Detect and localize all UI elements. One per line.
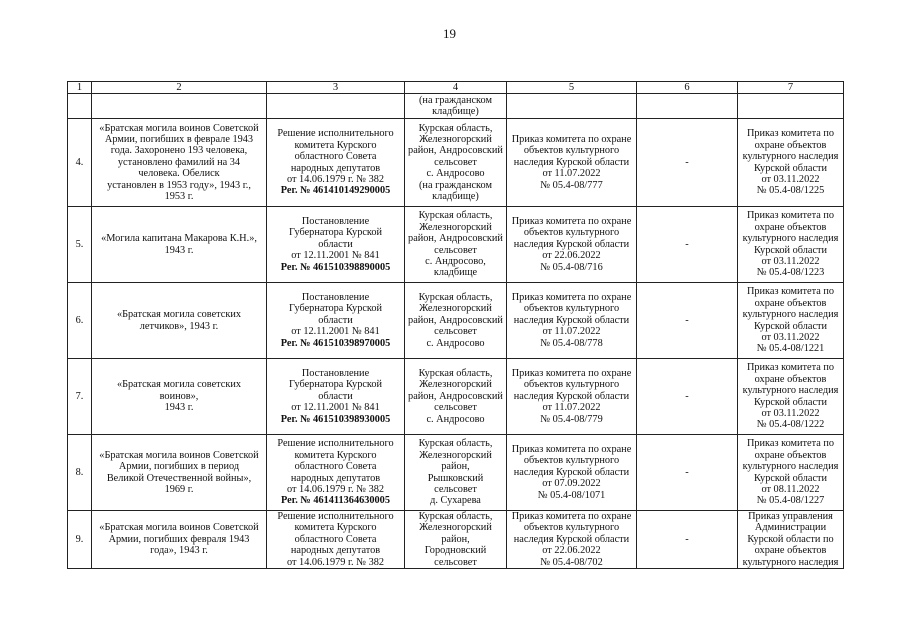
- text-line: объектов культурного: [523, 522, 620, 534]
- cell-order: [507, 207, 637, 283]
- registration-number: Рег. № 461510398890005: [280, 261, 391, 273]
- text-line: культурного наследия: [742, 309, 839, 321]
- text-line: № 05.4-08/1225: [756, 185, 825, 197]
- text-line: области: [318, 314, 353, 326]
- cell-col7: [738, 207, 844, 283]
- text-line: Приказ комитета по охране: [511, 367, 632, 379]
- text-line: народных депутатов: [290, 472, 381, 484]
- text-line: «Братская могила советских: [116, 309, 242, 321]
- text-line: народных депутатов: [290, 162, 381, 174]
- cell-location: [405, 283, 507, 359]
- text-line: Курской области: [753, 472, 828, 484]
- text-line: культурного наследия: [742, 151, 839, 163]
- cell-location: [405, 435, 507, 511]
- cell-name: [92, 511, 267, 569]
- text-line: Курская область,: [418, 367, 493, 379]
- text-line: «Братская могила советских: [116, 379, 242, 391]
- text-line: комитета Курского: [294, 522, 377, 534]
- text-line: № 05.4-08/779: [540, 413, 603, 425]
- cell-col6: -: [637, 435, 738, 511]
- text-line: Курской области: [753, 320, 828, 332]
- text-line: от 22.06.2022: [542, 250, 601, 262]
- text-line: с. Андросово,: [425, 255, 486, 267]
- text-line: район, Андросовский: [408, 314, 503, 326]
- text-line: от 03.11.2022: [761, 407, 820, 419]
- text-line: Курской области: [753, 396, 828, 408]
- text-line: от 12.11.2001 № 841: [291, 402, 380, 414]
- text-line: Постановление: [301, 367, 370, 379]
- column-number-row: [68, 82, 844, 94]
- table-row: [68, 435, 844, 511]
- text-line: сельсовет: [434, 326, 477, 338]
- text-line: «Братская могила воинов Советской: [99, 449, 259, 461]
- text-line: от 03.11.2022: [761, 173, 820, 185]
- text-line: кладбище): [432, 106, 479, 117]
- text-line: охране объектов: [754, 373, 827, 385]
- text-line: Администрации: [754, 522, 827, 534]
- cell-name: [92, 435, 267, 511]
- text-line: охране объектов: [754, 545, 827, 557]
- text-line: № 05.4-08/1222: [756, 419, 825, 431]
- cell-col7: [738, 359, 844, 435]
- text-line: установлено фамилий на 34: [117, 156, 241, 168]
- text-line: объектов культурного: [523, 145, 620, 157]
- continuation-row: [68, 94, 844, 119]
- text-line: культурного наследия: [742, 461, 839, 473]
- text-line: культурного наследия: [742, 233, 839, 245]
- column-number: 1: [68, 82, 92, 94]
- text-line: от 12.11.2001 № 841: [291, 326, 380, 338]
- text-line: летчиков», 1943 г.: [139, 320, 219, 332]
- text-line: от 14.06.1979 г. № 382: [286, 483, 385, 495]
- cell-location: [405, 119, 507, 207]
- text-line: охране объектов: [754, 449, 827, 461]
- text-line: сельсовет: [434, 402, 477, 414]
- text-line: «Братская могила воинов Советской: [99, 122, 259, 134]
- text-line: № 05.4-08/702: [540, 556, 603, 568]
- text-line: Губернатора Курской: [288, 303, 383, 315]
- text-line: сельсовет: [434, 156, 477, 168]
- cell-num: [68, 94, 92, 119]
- text-line: области: [318, 390, 353, 402]
- text-line: Приказ комитета по: [746, 128, 835, 140]
- cell-num: 5.: [68, 207, 92, 283]
- text-line: Армии, погибших в период: [118, 461, 240, 473]
- text-line: Курская область,: [418, 122, 493, 134]
- text-line: культурного наследия: [742, 385, 839, 397]
- text-line: Железногорский: [419, 221, 492, 233]
- text-line: народных депутатов: [290, 545, 381, 557]
- text-line: от 22.06.2022: [542, 545, 601, 557]
- cell-col6: -: [637, 511, 738, 569]
- table-row: [68, 359, 844, 435]
- cell-col7: [738, 119, 844, 207]
- text-line: № 05.4-08/778: [540, 337, 603, 349]
- cell-document: [267, 435, 405, 511]
- table-row: [68, 511, 844, 569]
- text-line: Приказ комитета по охране: [511, 133, 632, 145]
- text-line: сельсовет: [434, 244, 477, 256]
- text-line: с. Андросово: [426, 168, 485, 180]
- cell-name: [92, 119, 267, 207]
- text-line: Железногорский: [419, 449, 492, 461]
- cell-col6: -: [637, 283, 738, 359]
- column-number: 6: [637, 82, 738, 94]
- text-line: объектов культурного: [523, 455, 620, 467]
- text-line: Постановление: [301, 291, 370, 303]
- text-line: д. Сухарева: [430, 495, 481, 507]
- text-line: (на гражданском: [419, 179, 492, 191]
- cell-order: [507, 359, 637, 435]
- text-line: район, Андросовский: [408, 145, 503, 157]
- text-line: Приказ комитета по охране: [511, 443, 632, 455]
- text-line: наследия Курской области: [513, 466, 630, 478]
- text-line: кладбище): [432, 191, 479, 203]
- cell-location: [405, 511, 507, 569]
- text-line: Приказ комитета по: [746, 362, 835, 374]
- table-row: [68, 207, 844, 283]
- text-line: Курской области: [753, 162, 828, 174]
- text-line: объектов культурного: [523, 227, 620, 239]
- text-line: район,: [441, 461, 470, 473]
- column-number: 3: [267, 82, 405, 94]
- cell-order: [507, 435, 637, 511]
- cell-num: 7.: [68, 359, 92, 435]
- cell-location: [405, 359, 507, 435]
- text-line: Решение исполнительного: [277, 438, 394, 450]
- text-line: 1943 г.: [164, 402, 194, 414]
- text-line: Железногорский: [419, 303, 492, 315]
- cell-document: [267, 94, 405, 119]
- text-line: № 05.4-08/716: [540, 261, 603, 273]
- text-line: Армии, погибших февраля 1943: [108, 533, 250, 545]
- text-line: Постановление: [301, 215, 370, 227]
- text-line: Приказ комитета по: [746, 438, 835, 450]
- cell-order: [507, 511, 637, 569]
- text-line: установлен в 1953 году», 1943 г.,: [107, 179, 251, 191]
- text-line: № 05.4-08/1071: [537, 489, 606, 501]
- table-row: [68, 119, 844, 207]
- text-line: с. Андросово: [426, 413, 485, 425]
- text-line: район, Андросовский: [408, 233, 503, 245]
- text-line: от 03.11.2022: [761, 331, 820, 343]
- text-line: «Могила капитана Макарова К.Н.»,: [101, 233, 257, 245]
- text-line: наследия Курской области: [513, 533, 630, 545]
- text-line: Решение исполнительного: [277, 128, 394, 140]
- text-line: областного Совета: [294, 533, 377, 545]
- cell-order: [507, 119, 637, 207]
- text-line: Приказ комитета по охране: [511, 511, 632, 522]
- text-line: сельсовет: [434, 483, 477, 495]
- text-line: № 05.4-08/777: [540, 179, 603, 191]
- text-line: Железногорский: [419, 133, 492, 145]
- text-line: Великой Отечественной войны»,: [106, 472, 252, 484]
- cell-num: 8.: [68, 435, 92, 511]
- text-line: наследия Курской области: [513, 390, 630, 402]
- cell-col6: -: [637, 359, 738, 435]
- cell-col7: [738, 435, 844, 511]
- cell-num: 6.: [68, 283, 92, 359]
- text-line: объектов культурного: [523, 303, 620, 315]
- text-line: года», 1943 г.: [150, 545, 208, 557]
- text-line: Курская область,: [418, 210, 493, 222]
- text-line: № 05.4-08/1223: [756, 267, 825, 279]
- text-line: наследия Курской области: [513, 238, 630, 250]
- text-line: Курская область,: [418, 291, 493, 303]
- cell-col6: [637, 94, 738, 119]
- cell-document: [267, 207, 405, 283]
- text-line: охране объектов: [754, 139, 827, 151]
- text-line: 1969 г.: [164, 483, 194, 495]
- text-line: наследия Курской области: [513, 314, 630, 326]
- text-line: от 14.06.1979 г. № 382: [286, 556, 385, 568]
- table-row: [68, 283, 844, 359]
- text-line: Городновский: [424, 545, 487, 557]
- cell-location: [405, 94, 507, 119]
- table-body: [68, 119, 844, 569]
- cell-num: 4.: [68, 119, 92, 207]
- text-line: Приказ комитета по охране: [511, 291, 632, 303]
- text-line: 1943 г.: [164, 244, 194, 256]
- registration-number: Рег. № 461410149290005: [280, 185, 391, 197]
- text-line: Приказ управления: [748, 511, 833, 522]
- text-line: Приказ комитета по: [746, 210, 835, 222]
- column-number: 4: [405, 82, 507, 94]
- text-line: культурного наследия: [742, 556, 839, 568]
- text-line: от 11.07.2022: [542, 326, 601, 338]
- text-line: от 07.09.2022: [542, 478, 601, 490]
- text-line: Приказ комитета по охране: [511, 215, 632, 227]
- text-line: комитета Курского: [294, 449, 377, 461]
- text-line: Курской области: [753, 244, 828, 256]
- cell-name: [92, 283, 267, 359]
- text-line: объектов культурного: [523, 379, 620, 391]
- column-number: 7: [738, 82, 844, 94]
- cell-document: [267, 283, 405, 359]
- text-line: Курской области по: [747, 533, 834, 545]
- cell-location: [405, 207, 507, 283]
- cell-document: [267, 119, 405, 207]
- text-line: (на гражданском: [419, 94, 492, 106]
- text-line: охране объектов: [754, 297, 827, 309]
- registration-number: Рег. № 461411364630005: [281, 495, 390, 507]
- text-line: области: [318, 238, 353, 250]
- column-number: 5: [507, 82, 637, 94]
- text-line: Железногорский: [419, 522, 492, 534]
- text-line: № 05.4-08/1221: [756, 343, 825, 355]
- heritage-register-table: [67, 81, 844, 569]
- text-line: от 14.06.1979 г. № 382: [286, 173, 385, 185]
- text-line: район,: [441, 533, 470, 545]
- cell-col7: [738, 511, 844, 569]
- cell-num: 9.: [68, 511, 92, 569]
- text-line: Железногорский: [419, 379, 492, 391]
- cell-order: [507, 94, 637, 119]
- text-line: Курская область,: [418, 511, 493, 522]
- text-line: года. Захоронено 193 человека,: [110, 145, 248, 157]
- text-line: охране объектов: [754, 221, 827, 233]
- text-line: областного Совета: [294, 151, 377, 163]
- text-line: Приказ комитета по: [746, 286, 835, 298]
- cell-order: [507, 283, 637, 359]
- text-line: Армии, погибших в феврале 1943: [104, 133, 254, 145]
- cell-col7: [738, 283, 844, 359]
- text-line: район, Андросовский: [408, 390, 503, 402]
- text-line: № 05.4-08/1227: [756, 495, 825, 507]
- cell-col6: -: [637, 119, 738, 207]
- text-line: от 08.11.2022: [761, 483, 820, 495]
- text-line: кладбище: [433, 267, 478, 279]
- page-number: 19: [443, 26, 456, 41]
- text-line: от 12.11.2001 № 841: [291, 250, 380, 262]
- text-line: 1953 г.: [164, 191, 194, 203]
- registration-number: Рег. № 461510398970005: [280, 337, 391, 349]
- text-line: от 03.11.2022: [761, 255, 820, 267]
- text-line: комитета Курского: [294, 139, 377, 151]
- cell-name: [92, 207, 267, 283]
- text-line: наследия Курской области: [513, 156, 630, 168]
- text-line: Губернатора Курской: [288, 227, 383, 239]
- cell-document: [267, 511, 405, 569]
- text-line: Решение исполнительного: [277, 511, 394, 522]
- text-line: Курская область,: [418, 438, 493, 450]
- cell-document: [267, 359, 405, 435]
- text-line: воинов»,: [159, 390, 199, 402]
- text-line: Губернатора Курской: [288, 379, 383, 391]
- cell-col7: [738, 94, 844, 119]
- cell-col6: -: [637, 207, 738, 283]
- text-line: от 11.07.2022: [542, 402, 601, 414]
- column-number: 2: [92, 82, 267, 94]
- cell-name: [92, 94, 267, 119]
- text-line: «Братская могила воинов Советской: [99, 522, 259, 534]
- text-line: Рышковский: [427, 472, 484, 484]
- registration-number: Рег. № 461510398930005: [280, 413, 391, 425]
- text-line: областного Совета: [294, 461, 377, 473]
- text-line: с. Андросово: [426, 337, 485, 349]
- text-line: человека. Обелиск: [138, 168, 220, 180]
- text-line: от 11.07.2022: [542, 168, 601, 180]
- text-line: сельсовет: [434, 556, 477, 568]
- cell-name: [92, 359, 267, 435]
